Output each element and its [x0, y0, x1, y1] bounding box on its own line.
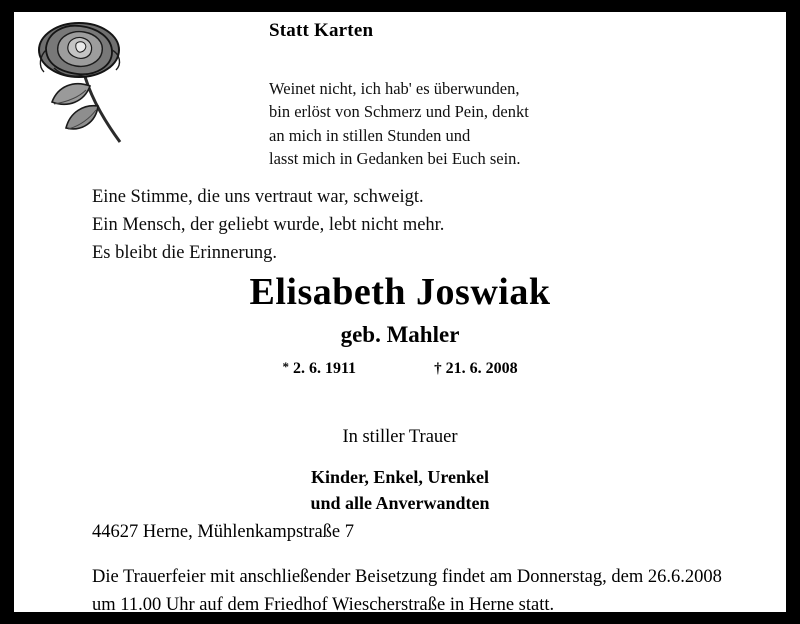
intro-block	[92, 184, 444, 267]
deceased-name: Elisabeth Joswiak	[249, 271, 551, 313]
maiden-name: geb. Mahler	[340, 322, 460, 347]
verse-line: lasst mich in Gedanken bei Euch sein.	[269, 149, 521, 169]
service-line: Die Trauerfeier mit anschließender Beisetzung findet am Donnerstag, dem 26.6.2008	[92, 567, 722, 587]
birth-date-group	[282, 359, 356, 378]
family-line: Kinder, Enkel, Urenkel	[310, 467, 490, 487]
birth-date: 2. 6. 1911	[292, 360, 357, 377]
verse-line: Weinet nicht, ich hab' es überwunden,	[269, 79, 520, 98]
intro-line: Es bleibt die Erinnerung.	[92, 242, 277, 263]
verse-block	[269, 77, 529, 171]
family-line: und alle Anverwandten	[310, 493, 490, 514]
rose-icon	[24, 20, 144, 150]
life-dates	[14, 359, 786, 378]
verse-line: an mich in stillen Stunden und	[269, 125, 471, 145]
death-date: 21. 6. 2008	[445, 360, 518, 377]
family-block	[14, 464, 786, 516]
intro-line: Eine Stimme, die uns vertraut war, schweigt.	[92, 187, 424, 207]
address-line: 44627 Herne, Mühlenkampstraße 7	[92, 522, 355, 542]
obituary-notice	[14, 12, 786, 615]
service-line: um 11.00 Uhr auf dem Friedhof Wiescherstraße in Herne statt.	[92, 594, 555, 615]
cross-icon: †	[434, 361, 442, 377]
notice-heading: Statt Karten	[269, 20, 374, 41]
verse-line: bin erlöst von Schmerz und Pein, denkt	[269, 102, 529, 122]
death-date-group	[434, 360, 518, 378]
intro-line: Ein Mensch, der geliebt wurde, lebt nicht mehr.	[92, 214, 445, 235]
birth-symbol: *	[282, 359, 289, 374]
service-block	[92, 564, 752, 620]
mourning-line: In stiller Trauer	[342, 427, 458, 447]
